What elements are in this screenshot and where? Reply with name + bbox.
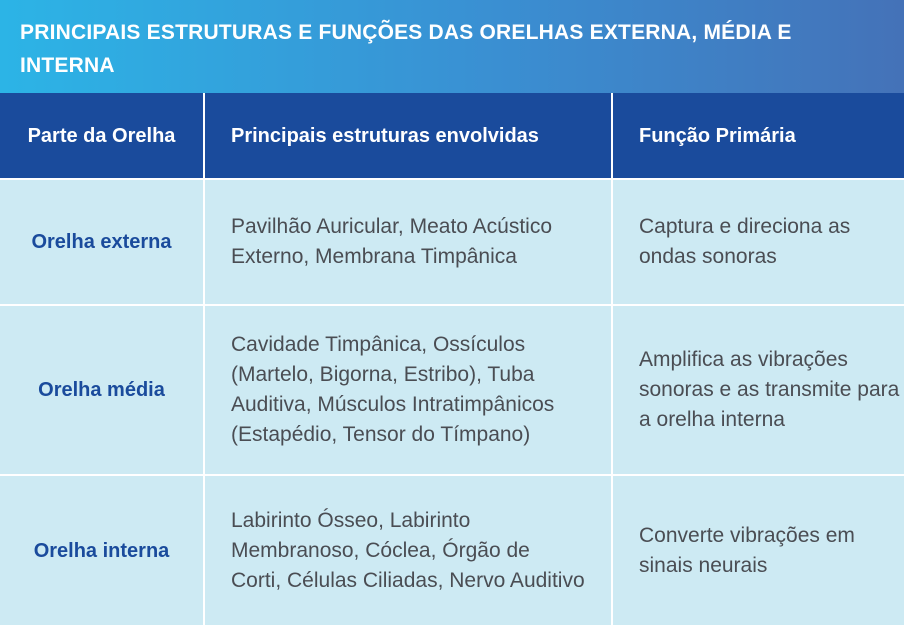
row-external-part [0,180,203,304]
part-label: Orelha média [38,379,165,401]
header-cell [613,93,904,178]
structures-text: Pavilhão Auricular, Meato Acústico Externo, Membrana Timpânica [231,215,553,268]
title-bar [0,0,904,93]
header-structures: Principais estruturas envolvidas [231,124,539,147]
row-external-function [613,180,904,304]
row-inner-structures [205,476,611,625]
function-text: Converte vibrações em sinais neurais [639,523,855,577]
row-inner-function [613,476,904,625]
row-inner-part [0,476,203,625]
header-cell [205,93,611,178]
header-function: Função Primária [639,124,796,147]
function-text: Amplifica as vibrações sonoras e as transmite para a orelha interna [639,348,900,431]
row-middle-structures [205,306,611,474]
table-title: PRINCIPAIS ESTRUTURAS E FUNÇÕES DAS ORELHAS EXTERNA, MÉDIA E INTERNA [20,21,792,77]
part-label: Orelha externa [31,231,172,253]
part-label: Orelha interna [33,539,170,562]
row-middle-part [0,306,203,474]
structures-text: Labirinto Ósseo, Labirinto Membranoso, Cóclea, Órgão de Corti, Células Ciliadas, Nervo Auditivo [231,508,585,592]
header-cell [0,93,203,178]
function-text: Captura e direciona as ondas sonoras [639,215,851,268]
structures-text: Cavidade Timpânica, Ossículos (Martelo, Bigorna, Estribo), Tuba Auditiva, Músculos Intratimpânicos (Estapédio, Tensor do Tímpano) [231,333,555,446]
row-middle-function [613,306,904,474]
ear-structures-table [0,93,904,627]
row-external-structures [205,180,611,304]
header-part: Parte da Orelha [27,124,176,147]
